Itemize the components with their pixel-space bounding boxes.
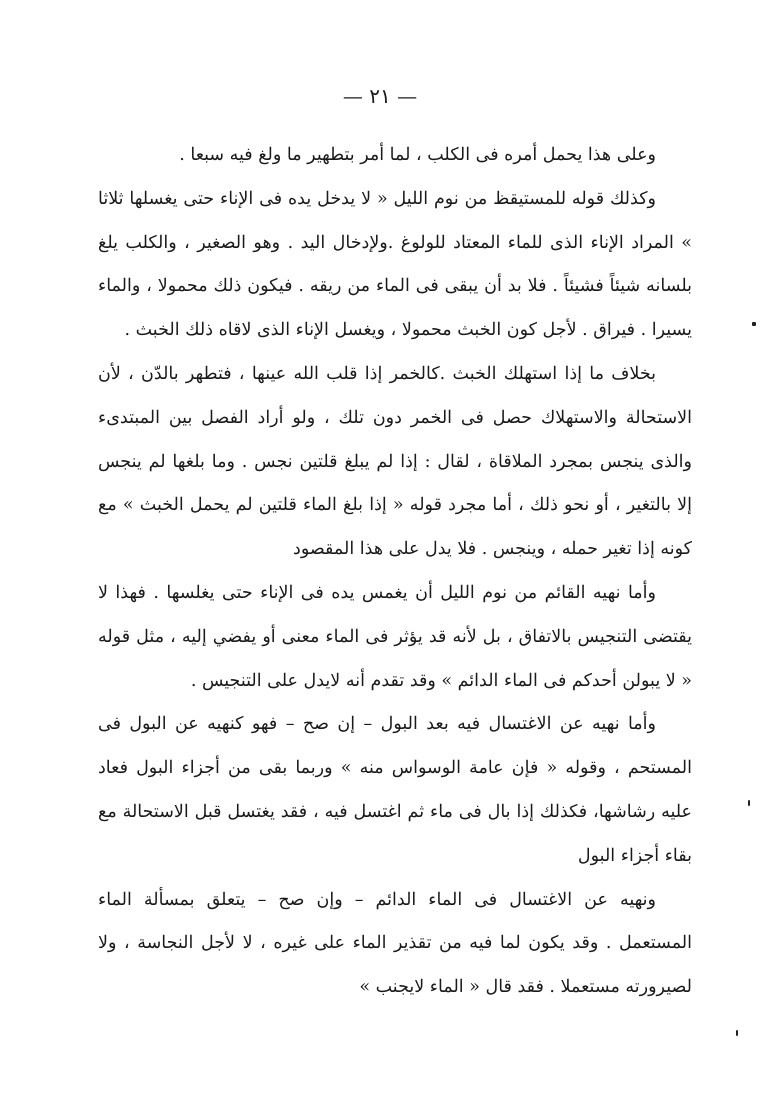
body-text [98,134,692,1010]
margin-dot-mark [752,322,756,326]
paragraph: ونهيه عن الاغتسال فى الماء الدائم – وإن صح – يتعلق بمسألة الماء المستعمل . وقد يكون لما فيه من تقذير الماء على غيره ، لا لأجل النجاسة ، ولا لصيرورته مستعملا . فقد قال « الماء لايجنب » [98,889,692,998]
paragraph: وأما نهيه القائم من نوم الليل أن يغمس يده فى الإناء حتى يغلسها . فهذا لا يقتضى التنجيس بالاتفاق ، بل لأنه قد يؤثر فى الماء معنى أو يفضي إليه ، مثل قوله « لا يبولن أحدكم فى الماء الدائم » وقد تقدم أنه لايدل على التنجيس . [98,582,692,691]
margin-dot-mark [748,800,750,806]
paragraph: بخلاف ما إذا استهلك الخبث .كالخمر إذا قلب الله عينها ، فتطهر بالدّن ، لأن الاستحالة والاستهلاك حصل فى الخمر دون تلك ، ولو أراد الفصل بين المبتدىء والذى ينجس بمجرد الملاقاة ، لقال : إذا لم يبلغ قلتين نجس . وما بلغها لم ينجس إلا بالتغير ، أو نحو ذلك ، أما مجرد قوله « إذا بلغ الماء قلتين لم يحمل الخبث » مع كونه إذا تغير حمله ، وينجس . فلا يدل على هذا المقصود [98,363,692,560]
paragraph: وكذلك قوله للمستيقظ من نوم الليل « لا يدخل يده فى الإناء حتى يغسلها ثلاثا » المراد الإناء الذى للماء المعتاد للولوغ .ولإدخال اليد . وهو الصغير ، والكلب يلغ بلسانه شيئاً فشيئاً . فلا بد أن يبقى فى الماء من ريقه . فيكون ذلك محمولا ، والماء يسيرا . فيراق . لأجل كون الخبث محمولا ، ويغسل الإناء الذى لاقاه ذلك الخبث . [98,188,692,341]
paragraph: وعلى هذا يحمل أمره فى الكلب ، لما أمر بتطهير ما ولغ فيه سبعا . [179,145,656,165]
page-number: — ٢١ — [342,84,418,108]
margin-dot-mark [736,1030,738,1036]
paragraph: وأما نهيه عن الاغتسال فيه بعد البول – إن صح – فهو كنهيه عن البول فى المستحم ، وقوله « فإن عامة الوسواس منه » وربما بقى من أجزاء البول فعاد عليه رشاشها، فكذلك إذا بال فى ماء ثم اغتسل فيه ، فقد يغتسل قبل الاستحالة مع بقاء أجزاء البول [98,714,692,866]
